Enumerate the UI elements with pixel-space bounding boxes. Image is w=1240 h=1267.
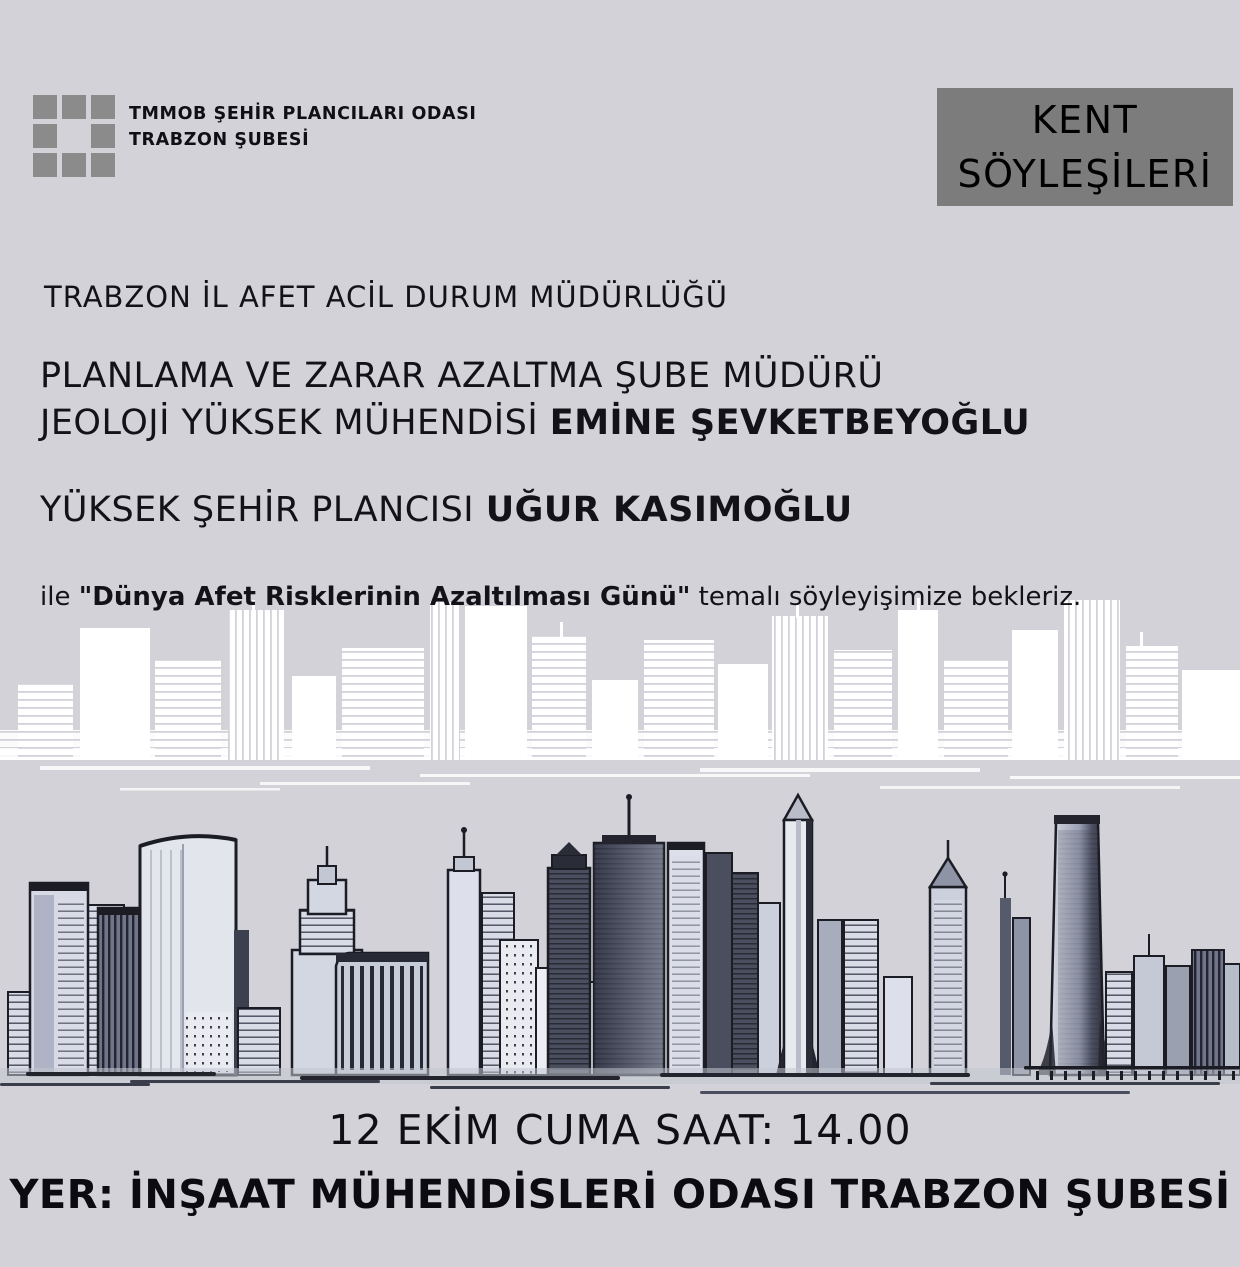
speaker1-title-line: PLANLAMA VE ZARAR AZALTMA ŞUBE MÜDÜRÜ	[40, 356, 884, 396]
speaker2-line	[40, 490, 853, 530]
logo	[33, 95, 477, 177]
event-theme: "Dünya Afet Risklerinin Azaltılması Günü"	[78, 582, 691, 612]
event-venue: YER: İNŞAAT MÜHENDİSLERİ ODASI TRABZON ŞUBESİ	[9, 1172, 1231, 1218]
institution-line: TRABZON İL AFET ACİL DURUM MÜDÜRLÜĞÜ	[44, 280, 728, 314]
org-title	[129, 101, 477, 153]
org-name: TMMOB ŞEHİR PLANCILARI ODASI	[129, 104, 477, 124]
series-badge	[937, 88, 1233, 206]
org-branch: TRABZON ŞUBESİ	[129, 130, 310, 150]
ink-skyline-illustration	[0, 780, 1240, 1110]
speaker2-title: YÜKSEK ŞEHİR PLANCISI	[40, 490, 486, 530]
badge-line2: SÖYLEŞİLERİ	[957, 152, 1213, 196]
speaker2-name: UĞUR KASIMOĞLU	[485, 490, 853, 530]
speaker1-name-line	[40, 403, 1030, 443]
grid-of-squares-icon	[33, 95, 115, 177]
speaker1-name: EMİNE ŞEVKETBEYOĞLU	[549, 403, 1031, 443]
white-skyline-illustration	[0, 598, 1240, 793]
theme-line: ile "Dünya Afet Risklerinin Azaltılması Günü" temalı söyleyişimize bekleriz.	[40, 582, 1082, 612]
badge-line1: KENT	[1031, 98, 1139, 142]
event-datetime: 12 EKİM CUMA SAAT: 14.00	[328, 1106, 912, 1154]
speaker1-degree: JEOLOJİ YÜKSEK MÜHENDİSİ	[40, 403, 550, 443]
